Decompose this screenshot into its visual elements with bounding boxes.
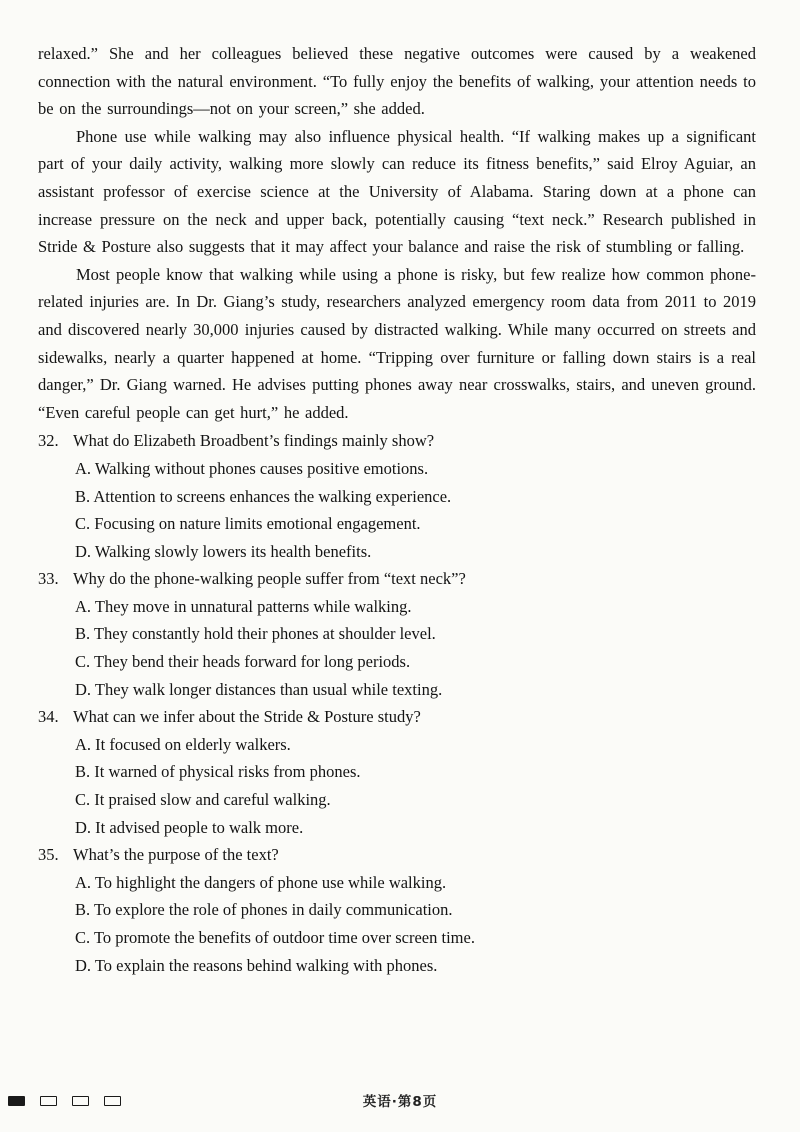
question-option: B. Attention to screens enhances the walking experience. bbox=[75, 486, 452, 506]
question-option: A. To highlight the dangers of phone use while walking. bbox=[75, 872, 447, 892]
question-option: D. It advised people to walk more. bbox=[75, 817, 304, 837]
option-list bbox=[75, 455, 756, 565]
question-option: D. Walking slowly lowers its health benefits. bbox=[75, 541, 372, 561]
question-text: What do Elizabeth Broadbent’s findings mainly show? bbox=[73, 431, 435, 451]
footer-page-label: 英语·第8页 bbox=[362, 1094, 438, 1110]
question-option: D. They walk longer distances than usual while texting. bbox=[75, 679, 443, 699]
option-list bbox=[75, 731, 756, 841]
question-option: B. To explore the role of phones in daily communication. bbox=[75, 900, 453, 920]
question-option: D. To explain the reasons behind walking with phones. bbox=[75, 955, 438, 975]
question-section bbox=[38, 427, 756, 979]
body-paragraph: Most people know that walking while using a phone is risky, but few realize how common phone-related injuries are. In Dr. Giang’s study, researchers analyzed emergency room data from 2011 to 2019 and discovered nearly 30,000 injuries caused by distracted walking. While many occurred on streets and sidewalks, nearly a quarter happened at home. “Tripping over furniture or falling down stairs is a real danger,” Dr. Giang warned. He advises putting phones away near crosswalks, stairs, and uneven ground. “Even careful people can get hurt,” he added. bbox=[38, 264, 756, 422]
body-paragraph: relaxed.” She and her colleagues believed these negative outcomes were caused by a weakened connection with the natural environment. “To fully enjoy the benefits of walking, your attention needs to be on the surroundings—not on your screen,” she added. bbox=[38, 44, 756, 119]
question-number: 34. bbox=[38, 707, 59, 727]
question-text: What’s the purpose of the text? bbox=[73, 845, 279, 865]
question-option: B. It warned of physical risks from phones. bbox=[75, 762, 361, 782]
question-block-34 bbox=[38, 703, 756, 841]
question-option: C. To promote the benefits of outdoor time over screen time. bbox=[75, 928, 475, 947]
question-text: What can we infer about the Stride & Posture study? bbox=[73, 707, 421, 727]
option-list bbox=[75, 593, 756, 703]
body-paragraph: Phone use while walking may also influence physical health. “If walking makes up a significant part of your daily activity, walking more slowly can reduce its fitness benefits,” said Elroy Aguiar, an assistant professor of exercise science at the University of Alabama. Staring down at a phone can increase pressure on the neck and upper back, potentially causing “text neck.” Research published in Stride & Posture also suggests that it may affect your balance and raise the risk of stumbling or falling. bbox=[38, 126, 756, 257]
question-option: A. It focused on elderly walkers. bbox=[75, 734, 291, 754]
question-option: A. They move in unnatural patterns while walking. bbox=[75, 596, 412, 616]
question-block-35 bbox=[38, 841, 756, 979]
option-list bbox=[75, 869, 756, 979]
question-option: C. They bend their heads forward for long periods. bbox=[75, 652, 411, 672]
question-block-32 bbox=[38, 427, 756, 565]
question-option: A. Walking without phones causes positive emotions. bbox=[75, 458, 429, 478]
question-number: 32. bbox=[38, 431, 59, 451]
question-number: 35. bbox=[38, 845, 59, 865]
question-text: Why do the phone-walking people suffer from “text neck”? bbox=[73, 569, 466, 589]
question-option: C. Focusing on nature limits emotional engagement. bbox=[75, 514, 421, 534]
question-block-33 bbox=[38, 565, 756, 703]
question-option: C. It praised slow and careful walking. bbox=[75, 790, 331, 810]
question-number: 33. bbox=[38, 569, 59, 589]
question-option: B. They constantly hold their phones at shoulder level. bbox=[75, 624, 436, 644]
